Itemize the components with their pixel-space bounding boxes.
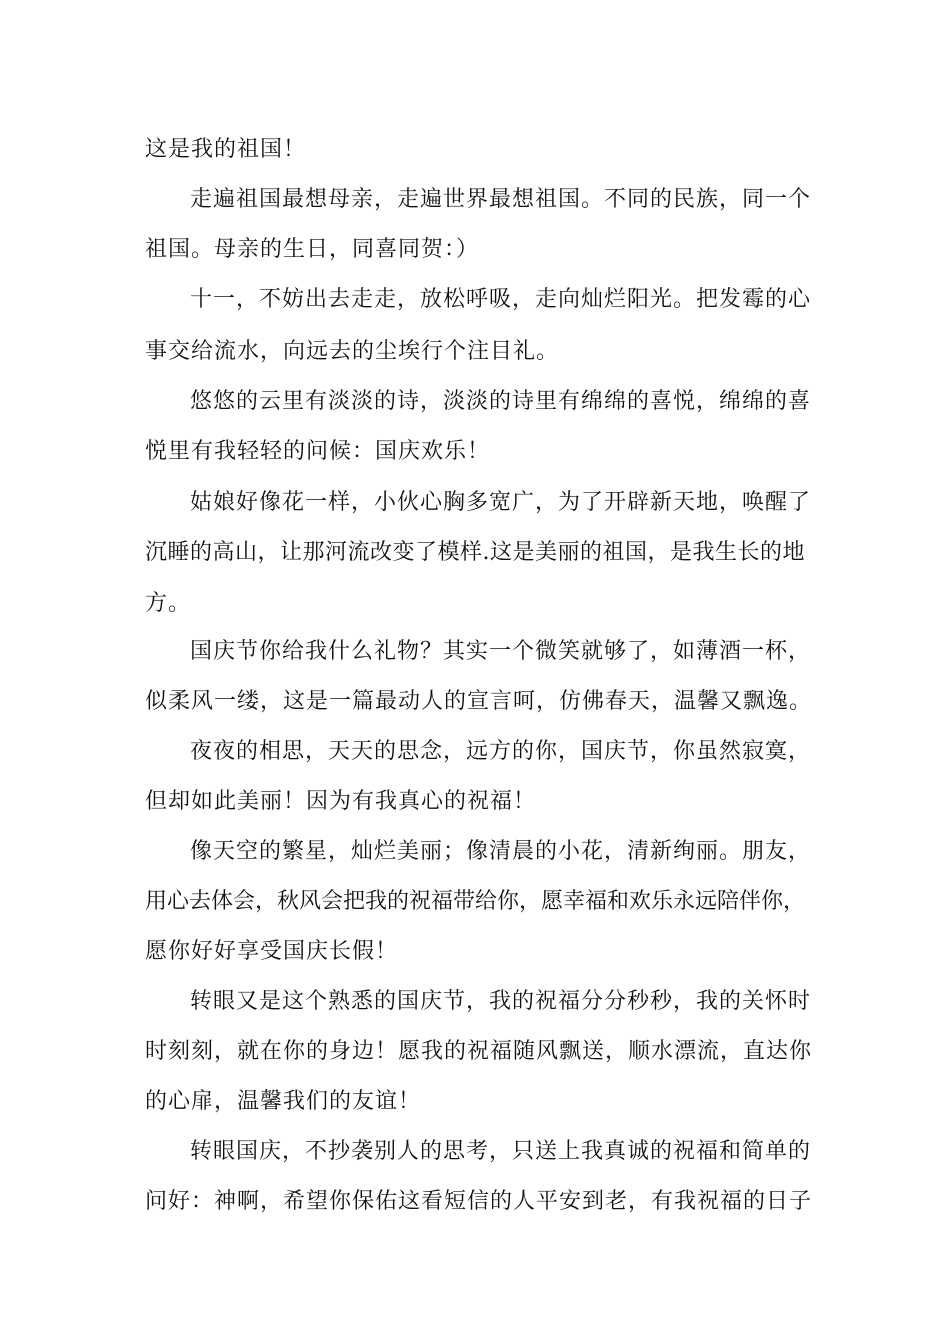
text-line: 走遍祖国最想母亲，走遍世界最想祖国。不同的民族，同一个 (190, 187, 812, 212)
text-line: 事交给流水，向远去的尘埃行个注目礼。 (145, 339, 560, 364)
text-line: 的心扉，温馨我们的友谊！ (145, 1089, 422, 1114)
text-line: 问好：神啊，希望你保佑这看短信的人平安到老，有我祝福的日子 (145, 1189, 813, 1214)
text-line: 夜夜的相思，天天的思念，远方的你，国庆节，你虽然寂寞， (190, 739, 812, 764)
text-line: 转眼国庆，不抄袭别人的思考，只送上我真诚的祝福和简单的 (190, 1139, 812, 1164)
text-line: 用心去体会，秋风会把我的祝福带给你，愿幸福和欢乐永远陪伴你， (145, 889, 806, 914)
text-line: 但却如此美丽！因为有我真心的祝福！ (145, 789, 537, 814)
text-line: 沉睡的高山，让那河流改变了模样.这是美丽的祖国，是我生长的地 (145, 540, 805, 565)
text-line: 悦里有我轻轻的问候：国庆欢乐！ (145, 439, 491, 464)
text-line: 悠悠的云里有淡淡的诗，淡淡的诗里有绵绵的喜悦，绵绵的喜 (190, 389, 812, 414)
text-line: 姑娘好像花一样，小伙心胸多宽广，为了开辟新天地，唤醒了 (190, 490, 812, 515)
text-line: 国庆节你给我什么礼物？其实一个微笑就够了，如薄酒一杯， (190, 639, 812, 664)
text-line: 时刻刻，就在你的身边！愿我的祝福随风飘送，顺水漂流，直达你 (145, 1039, 813, 1064)
text-line: 愿你好好享受国庆长假！ (145, 939, 399, 964)
text-line: 祖国。母亲的生日，同喜同贺：） (145, 237, 480, 262)
text-line: 像天空的繁星，灿烂美丽；像清晨的小花，清新绚丽。朋友， (190, 839, 812, 864)
text-line: 方。 (145, 591, 192, 616)
text-line: 转眼又是这个熟悉的国庆节，我的祝福分分秒秒，我的关怀时 (190, 989, 812, 1014)
text-line: 十一，不妨出去走走，放松呼吸，走向灿烂阳光。把发霉的心 (190, 287, 812, 312)
text-line: 似柔风一缕，这是一篇最动人的宣言呵，仿佛春天，温馨又飘逸。 (145, 689, 813, 714)
text-line: 这是我的祖国！ (145, 137, 307, 162)
